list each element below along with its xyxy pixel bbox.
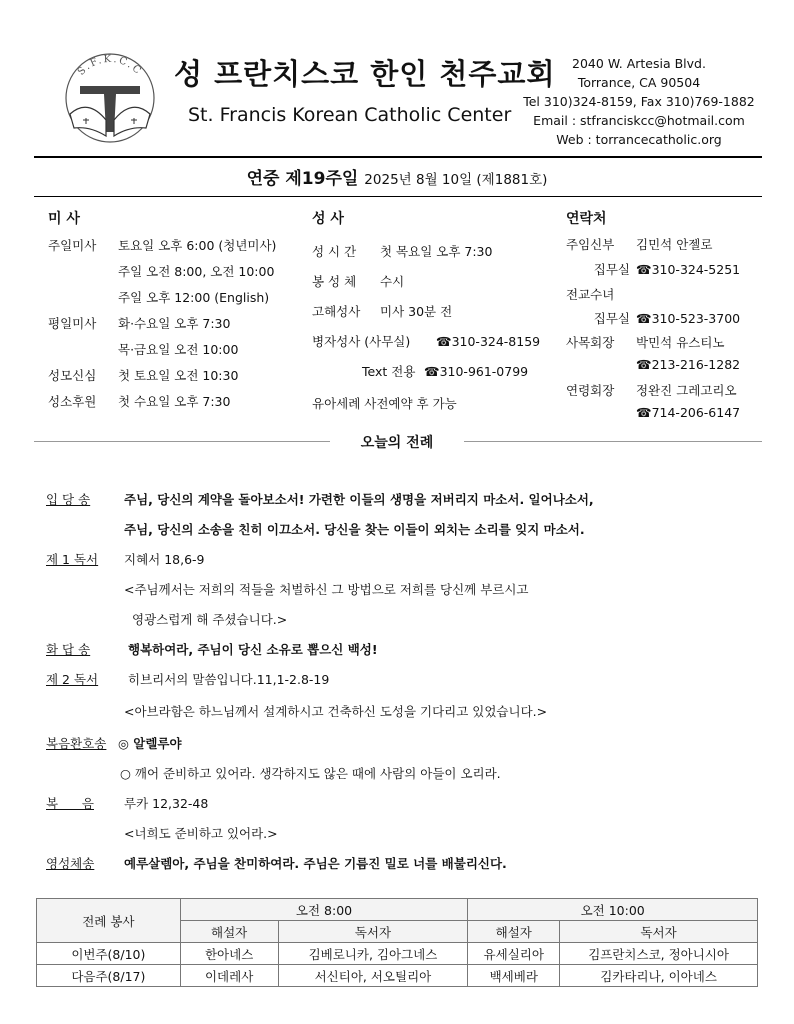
reading2-label: 제 2 독서 bbox=[46, 672, 99, 687]
sacrament-value: ☎310-324-8159 bbox=[436, 334, 541, 349]
church-logo bbox=[60, 46, 160, 146]
alleluia-text: ○ 깨어 준비하고 있어라. 생각하지도 않은 때에 사람의 아들이 오리라. bbox=[120, 766, 501, 781]
entrance-label: 입 당 송 bbox=[46, 492, 91, 507]
commentator-header: 해설자 bbox=[468, 921, 560, 943]
info-divider bbox=[34, 196, 762, 197]
sacrament-label: 병자성사 (사무실) bbox=[312, 334, 411, 349]
contact-value: ☎310-324-5251 bbox=[636, 262, 741, 277]
reading1-label: 제 1 독서 bbox=[46, 552, 99, 567]
sacrament-value: 첫 목요일 오후 7:30 bbox=[380, 244, 493, 259]
contacts-heading: 연락처 bbox=[566, 211, 607, 227]
address-city: Torrance, CA 90504 bbox=[577, 75, 701, 90]
reader-header: 독서자 bbox=[560, 921, 758, 943]
gospel-summary: <너희도 준비하고 있어라.> bbox=[124, 826, 278, 841]
sacrament-label: 성 시 간 bbox=[312, 244, 357, 259]
entrance-line-1: 주님, 당신의 계약을 돌아보소서! 가련한 이들의 생명을 저버리지 마소서. 일어나소서, bbox=[124, 492, 594, 507]
contact-row bbox=[566, 357, 740, 372]
mass-row bbox=[48, 314, 230, 332]
reading2-summary: <아브라함은 하느님께서 설계하시고 건축하신 도성을 기다리고 있었습니다.> bbox=[124, 704, 548, 719]
mass-label: 평일미사 bbox=[48, 316, 97, 331]
contact-value: ☎310-523-3700 bbox=[636, 311, 741, 326]
sacrament-row bbox=[312, 272, 404, 290]
contact-value: ☎213-216-1282 bbox=[636, 357, 741, 372]
commentator-cell: 이데레사 bbox=[180, 965, 278, 987]
contact-row bbox=[566, 405, 740, 420]
address-email: Email : stfranciskcc@hotmail.com bbox=[533, 113, 745, 128]
contact-row bbox=[566, 285, 636, 303]
table-row bbox=[37, 943, 758, 965]
gospel-ref: 루카 12,32-48 bbox=[124, 796, 209, 811]
gospel-label: 복 음 bbox=[46, 796, 94, 811]
mass-value: 첫 토요일 오전 10:30 bbox=[118, 368, 239, 383]
address-web: Web : torrancecatholic.org bbox=[556, 132, 722, 147]
sacrament-row bbox=[312, 332, 540, 350]
logo-text: S.F.K.C.C bbox=[75, 53, 145, 78]
mass-value: 주일 오후 12:00 (English) bbox=[118, 290, 270, 305]
sacrament-row bbox=[312, 302, 452, 320]
schedule-corner: 전례 봉사 bbox=[37, 899, 181, 943]
alleluia-label: 복음환호송 bbox=[46, 736, 107, 751]
mass-label: 성소후원 bbox=[48, 394, 97, 409]
sacrament-label: Text 전용 bbox=[362, 364, 416, 379]
alleluia-head: ◎ 알렐루야 bbox=[118, 736, 182, 751]
commentator-cell: 유세실리아 bbox=[468, 943, 560, 965]
contact-row bbox=[566, 381, 737, 399]
address-street: 2040 W. Artesia Blvd. bbox=[572, 56, 706, 71]
sacraments-heading: 성 사 bbox=[312, 211, 344, 227]
commentator-cell: 한아네스 bbox=[180, 943, 278, 965]
mass2-header: 오전 10:00 bbox=[468, 899, 758, 921]
contact-label: 집무실 bbox=[593, 311, 630, 326]
reading1-ref: 지혜서 18,6-9 bbox=[124, 552, 205, 567]
svg-text:S.F.K.C.C bbox=[76, 54, 144, 78]
contact-row bbox=[566, 333, 725, 351]
sacrament-label: 유아세례 사전예약 후 가능 bbox=[312, 396, 457, 411]
communion-text: 예루살렘아, 주님을 찬미하여라. 주님은 기름진 밀로 너를 배불리신다. bbox=[124, 856, 507, 871]
week-cell: 다음주(8/17) bbox=[37, 965, 181, 987]
reading2-ref: 히브리서의 말씀입니다.11,1-2.8-19 bbox=[128, 672, 330, 687]
sacrament-value: 미사 30분 전 bbox=[380, 304, 453, 319]
reader-cell: 김카타리나, 이아네스 bbox=[560, 965, 758, 987]
psalm-label: 화 답 송 bbox=[46, 642, 91, 657]
contact-label: 사목회장 bbox=[566, 335, 615, 350]
mass-heading: 미 사 bbox=[48, 211, 80, 227]
sunday-date: 2025년 8월 10일 (제1881호) bbox=[364, 172, 548, 188]
commentator-cell: 백세베라 bbox=[468, 965, 560, 987]
sacrament-value: ☎310-961-0799 bbox=[424, 364, 529, 379]
entrance-line-2: 주님, 당신의 소송을 친히 이끄소서. 당신을 찾는 이들이 외치는 소리를 잊지 마소서. bbox=[124, 522, 585, 537]
week-cell: 이번주(8/10) bbox=[37, 943, 181, 965]
mass-label: 주일미사 bbox=[48, 238, 97, 253]
address-block bbox=[516, 54, 762, 149]
ministry-schedule-table bbox=[36, 898, 758, 987]
mass-value: 토요일 오후 6:00 (청년미사) bbox=[118, 238, 277, 253]
psalm-text: 행복하여라, 주님이 당신 소유로 뽑으신 백성! bbox=[128, 642, 378, 657]
reader-cell: 김프란치스코, 정아니시아 bbox=[560, 943, 758, 965]
mass-value: 화·수요일 오후 7:30 bbox=[118, 316, 231, 331]
mass-row bbox=[48, 392, 230, 410]
sacrament-row bbox=[362, 362, 528, 380]
commentator-header: 해설자 bbox=[180, 921, 278, 943]
reading1-summary-2: 영광스럽게 해 주셨습니다.> bbox=[132, 612, 288, 627]
sacrament-row bbox=[312, 394, 457, 412]
mass-row bbox=[48, 262, 274, 280]
mass-row bbox=[48, 366, 238, 384]
reader-cell: 김베로니카, 김아그네스 bbox=[278, 943, 468, 965]
mass-value: 주일 오전 8:00, 오전 10:00 bbox=[118, 264, 275, 279]
contact-value: 박민석 유스티노 bbox=[636, 335, 725, 350]
sunday-title: 연중 제19주일 bbox=[246, 169, 359, 189]
contact-label: 전교수녀 bbox=[566, 287, 615, 302]
header-divider bbox=[34, 156, 762, 158]
mass1-header: 오전 8:00 bbox=[180, 899, 468, 921]
sacrament-row bbox=[312, 242, 492, 260]
mass-row bbox=[48, 288, 269, 306]
church-title-english: St. Francis Korean Catholic Center bbox=[188, 104, 512, 126]
mass-row bbox=[48, 236, 276, 254]
contact-value: 김민석 안젤로 bbox=[636, 237, 713, 252]
mass-value: 목·금요일 오전 10:00 bbox=[118, 342, 239, 357]
contact-row bbox=[566, 260, 740, 278]
contact-value: ☎714-206-6147 bbox=[636, 405, 741, 420]
contact-value: 정완진 그레고리오 bbox=[636, 383, 737, 398]
reader-header: 독서자 bbox=[278, 921, 468, 943]
reader-cell: 서신티아, 서오틸리아 bbox=[278, 965, 468, 987]
church-title-korean: 성 프란치스코 한인 천주교회 bbox=[174, 57, 556, 91]
mass-value: 첫 수요일 오후 7:30 bbox=[118, 394, 231, 409]
sacrament-label: 봉 성 체 bbox=[312, 274, 357, 289]
sunday-heading bbox=[0, 164, 794, 189]
communion-label: 영성체송 bbox=[46, 856, 95, 871]
contact-label: 연령회장 bbox=[566, 383, 615, 398]
reading1-summary-1: <주님께서는 저희의 적들을 처벌하신 그 방법으로 저희를 당신께 부르시고 bbox=[124, 582, 529, 597]
address-phone: Tel 310)324-8159, Fax 310)769-1882 bbox=[523, 94, 755, 109]
contact-row bbox=[566, 235, 712, 253]
sacrament-label: 고해성사 bbox=[312, 304, 361, 319]
contact-label: 주임신부 bbox=[566, 237, 615, 252]
contact-label: 집무실 bbox=[593, 262, 630, 277]
contact-row bbox=[566, 309, 740, 327]
mass-label: 성모신심 bbox=[48, 368, 97, 383]
liturgy-title: 오늘의 전례 bbox=[330, 432, 464, 452]
mass-row bbox=[48, 340, 238, 358]
table-header-row bbox=[37, 899, 758, 921]
table-row bbox=[37, 965, 758, 987]
sacrament-value: 수시 bbox=[380, 274, 405, 289]
